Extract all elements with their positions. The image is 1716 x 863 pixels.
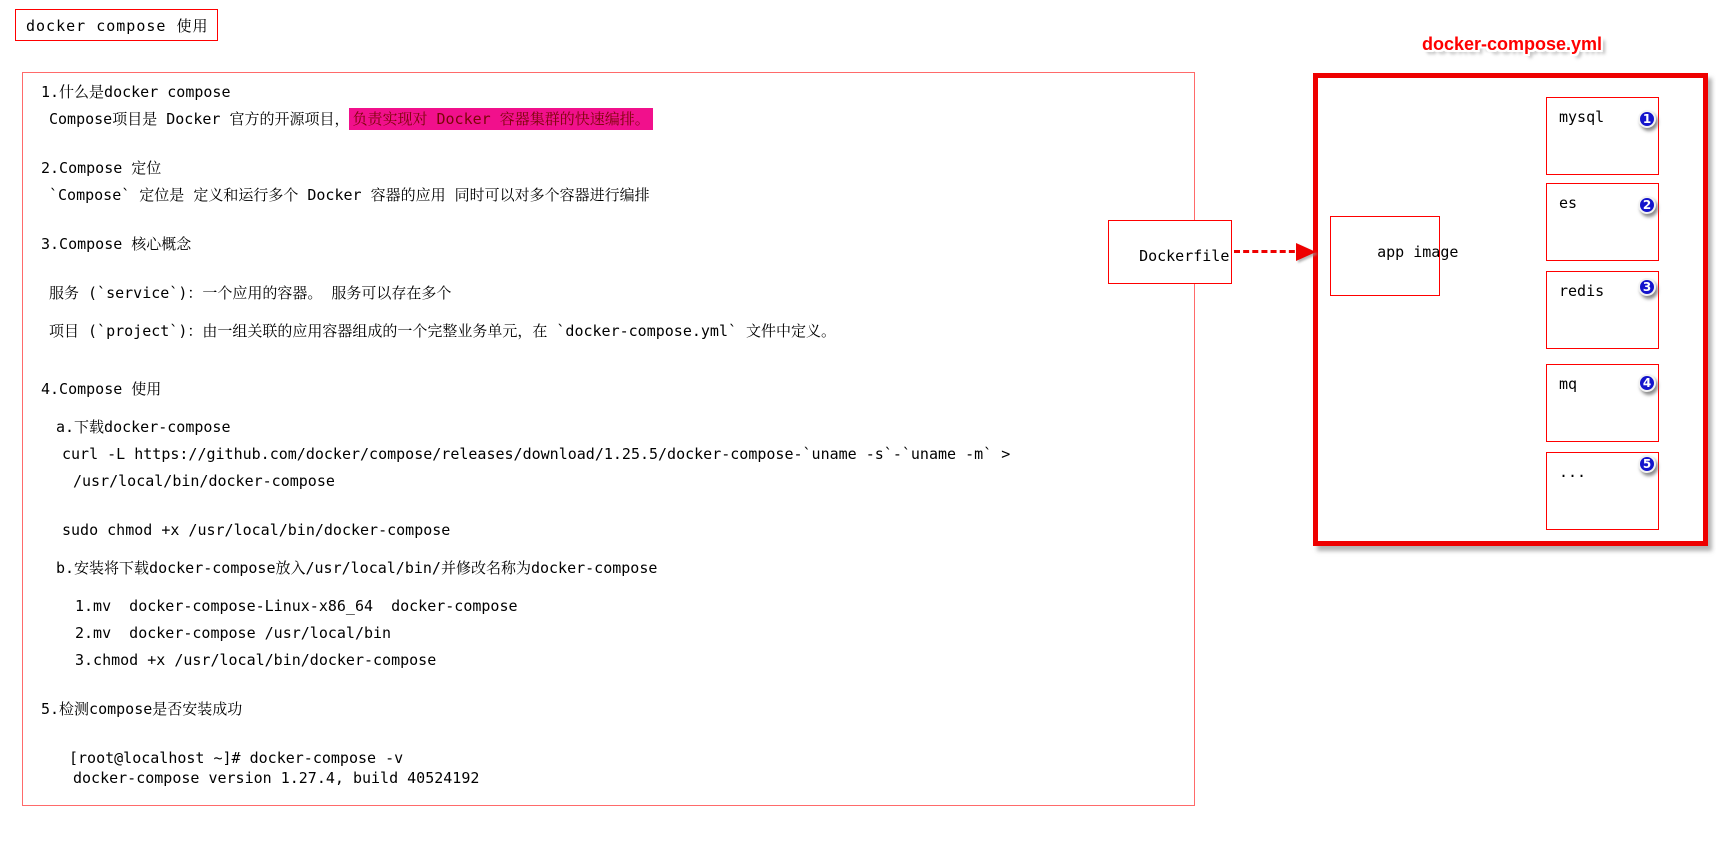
doc-line-text: docker-compose version 1.27.4, build 40524192 — [73, 769, 480, 787]
doc-line — [23, 155, 1194, 181]
doc-line — [23, 376, 1194, 402]
service-box-mysql — [1546, 97, 1659, 175]
service-box-mq — [1546, 364, 1659, 442]
service-box-more — [1546, 452, 1659, 530]
service-label: es — [1559, 194, 1578, 212]
doc-line — [23, 441, 1194, 467]
doc-line — [23, 79, 1194, 105]
doc-line-text: 2.mv docker-compose /usr/local/bin — [75, 624, 392, 642]
numbered-badge-icon: 5 — [1638, 455, 1656, 473]
dockerfile-box — [1108, 220, 1232, 284]
arrow-head-icon — [1296, 243, 1316, 261]
doc-line — [23, 517, 1194, 543]
page-title: docker compose 使用 — [26, 16, 209, 35]
doc-line — [23, 696, 1194, 722]
doc-line-text: sudo chmod +x /usr/local/bin/docker-compose — [62, 521, 451, 539]
doc-line — [23, 468, 1194, 494]
doc-line — [23, 280, 1194, 306]
app-image-box — [1330, 216, 1459, 296]
doc-line — [23, 555, 1194, 581]
title-box — [15, 9, 218, 41]
doc-line — [23, 182, 1194, 208]
doc-line — [23, 318, 1194, 344]
doc-line-text: curl -L https://github.com/docker/compose/releases/download/1.25.5/docker-compose-`uname -s`-`uname -m` > — [62, 445, 1011, 463]
doc-line-text: 3.chmod +x /usr/local/bin/docker-compose — [75, 651, 437, 669]
doc-line-text: `Compose` 定位是 定义和运行多个 Docker 容器的应用 同时可以对多个容器进行编排 — [49, 186, 650, 204]
app-image-label: app image — [1377, 243, 1459, 261]
service-box-es — [1546, 183, 1659, 261]
service-label: mysql — [1559, 108, 1605, 126]
notes-box — [22, 72, 1195, 806]
doc-line-text: b.安装将下载docker-compose放入/usr/local/bin/并修改名称为docker-compose — [56, 559, 658, 577]
doc-line-text: /usr/local/bin/docker-compose — [73, 472, 335, 490]
doc-line-text: 3.Compose 核心概念 — [41, 235, 192, 253]
numbered-badge-icon: 2 — [1638, 196, 1656, 214]
service-box-redis — [1546, 271, 1659, 349]
doc-line-text: 项目 (`project`)：由一组关联的应用容器组成的一个完整业务单元，在 `docker-compose.yml` 文件中定义。 — [49, 322, 837, 340]
doc-line-text: 4.Compose 使用 — [41, 380, 162, 398]
compose-panel — [1313, 73, 1708, 546]
doc-line — [23, 414, 1194, 440]
doc-line-text: 2.Compose 定位 — [41, 159, 162, 177]
doc-line-text: [root@localhost ~]# docker-compose -v — [69, 749, 404, 767]
doc-line-text: 1.mv docker-compose-Linux-x86_64 docker-compose — [75, 597, 518, 615]
doc-line — [23, 620, 1194, 646]
doc-line-text: 1.什么是docker compose — [41, 83, 231, 101]
dockerfile-label: Dockerfile — [1139, 247, 1230, 265]
doc-line — [23, 593, 1194, 619]
doc-line-text: 服务 (`service`)：一个应用的容器。 服务可以存在多个 — [49, 284, 452, 302]
doc-line — [23, 231, 1194, 257]
doc-line — [23, 106, 1194, 132]
service-label: redis — [1559, 282, 1605, 300]
numbered-badge-icon: 1 — [1638, 110, 1656, 128]
doc-line — [23, 765, 1194, 791]
dashed-arrow-line — [1234, 250, 1304, 253]
doc-line-text: a.下载docker-compose — [56, 418, 231, 436]
doc-line — [23, 647, 1194, 673]
service-label: ... — [1559, 463, 1587, 481]
doc-line-text: Compose项目是 Docker 官方的开源项目， — [49, 110, 350, 128]
highlighted-text: 负责实现对 Docker 容器集群的快速编排。 — [349, 108, 652, 130]
service-label: mq — [1559, 375, 1578, 393]
numbered-badge-icon: 4 — [1638, 374, 1656, 392]
numbered-badge-icon: 3 — [1638, 278, 1656, 296]
compose-panel-title: docker-compose.yml — [1422, 34, 1603, 54]
doc-line-text: 5.检测compose是否安装成功 — [41, 700, 243, 718]
